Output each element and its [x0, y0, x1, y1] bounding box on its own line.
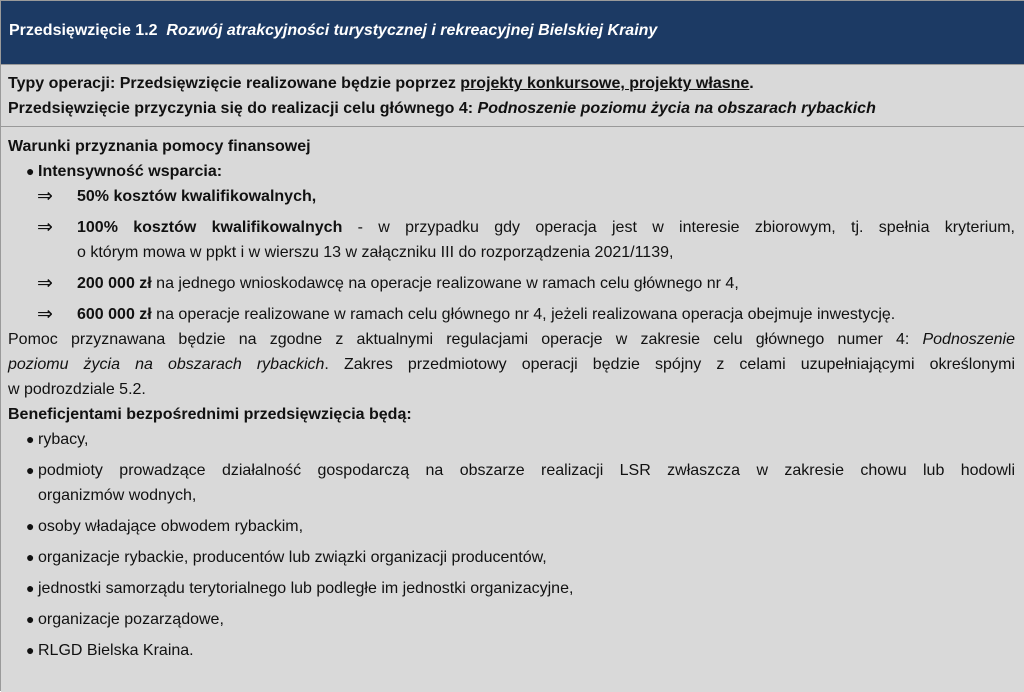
arrow-bold: 50% kosztów kwalifikowalnych, [77, 188, 317, 205]
bullet-icon: ● [26, 462, 35, 478]
list-item-text: rybacy, [38, 431, 89, 448]
list-item-text: organizmów wodnych, [38, 487, 197, 504]
aid-italic: Podnoszenie [922, 331, 1015, 348]
arrow-text: na jednego wnioskodawcę na operacje realizowane w ramach celu głównego nr 4, [151, 275, 739, 292]
bullet-icon: ● [26, 431, 35, 447]
arrow-bold: 600 000 zł [77, 306, 152, 323]
goal-prefix: Przedsięwzięcie przyczynia się do realizacji celu głównego 4: [8, 100, 478, 117]
list-item-text: RLGD Bielska Kraina. [38, 642, 194, 659]
list-item [8, 427, 1015, 452]
conditions-heading: Warunki przyznania pomocy finansowej [8, 138, 311, 155]
aid-italic: poziomu życia na obszarach rybackich [8, 356, 325, 373]
list-item-text: podmioty prowadzące działalność gospodarczą na obszarze realizacji LSR zwłaszcza w zakresie chowu lub hodowli [38, 462, 1015, 479]
arrow-text: na operacje realizowane w ramach celu głównego nr 4, jeżeli realizowana operacja obejmuje inwestycję. [151, 306, 896, 323]
conditions-panel [1, 126, 1024, 692]
list-item-text: osoby władające obwodem rybackim, [38, 518, 304, 535]
section-header [1, 1, 1024, 64]
intensity-label: Intensywność wsparcia: [38, 163, 223, 180]
arrow-item [8, 271, 1015, 296]
list-item-text: organizacje rybackie, producentów lub związki organizacji producentów, [38, 549, 547, 566]
double-arrow-icon: ⇒ [37, 273, 53, 294]
beneficiaries-heading: Beneficjentami bezpośrednimi przedsięwzięcia będą: [8, 406, 412, 423]
arrow-item [8, 215, 1015, 265]
list-item [8, 458, 1015, 508]
header-number: Przedsięwzięcie 1.2 [9, 22, 158, 39]
aid-text: Pomoc przyznawana będzie na zgodne z aktualnymi regulacjami operacje w zakresie celu głównego numer 4: [8, 331, 923, 348]
list-item [8, 607, 1015, 632]
aid-paragraph-line2 [8, 352, 1015, 377]
bullet-icon: ● [26, 518, 35, 534]
list-item [8, 514, 1015, 539]
arrow-text-line2: o którym mowa w ppkt i w wierszu 13 w załączniku III do rozporządzenia 2021/1139, [77, 244, 674, 261]
double-arrow-icon: ⇒ [37, 217, 53, 238]
list-item [8, 545, 1015, 570]
goal-italic: Podnoszenie poziomu życia na obszarach rybackich [477, 100, 876, 117]
types-link: projekty konkursowe, projekty własne [460, 75, 750, 92]
aid-paragraph-line3: w podrozdziale 5.2. [8, 381, 146, 398]
operation-types-panel [1, 64, 1024, 126]
bullet-icon: ● [26, 642, 35, 658]
types-prefix: Typy operacji: Przedsięwzięcie realizowane będzie poprzez [8, 75, 461, 92]
bullet-icon: ● [26, 611, 35, 627]
arrow-bold: 200 000 zł [77, 275, 152, 292]
arrow-item [8, 302, 1015, 327]
list-item-text: organizacje pozarządowe, [38, 611, 224, 628]
bullet-icon: ● [26, 163, 35, 179]
bullet-icon: ● [26, 580, 35, 596]
header-title: Rozwój atrakcyjności turystycznej i rekreacyjnej Bielskiej Krainy [166, 22, 658, 39]
list-item [8, 638, 1015, 663]
double-arrow-icon: ⇒ [37, 304, 53, 325]
intensity-item [8, 159, 1015, 184]
aid-paragraph-line1 [8, 327, 1015, 352]
arrow-text: - w przypadku gdy operacja jest w interesie zbiorowym, tj. spełnia kryterium, [342, 219, 1015, 236]
aid-text: . Zakres przedmiotowy operacji będzie spójny z celami uzupełniającymi określonymi [324, 356, 1015, 373]
list-item [8, 576, 1015, 601]
types-suffix: . [749, 75, 754, 92]
list-item-text: jednostki samorządu terytorialnego lub podległe im jednostki organizacyjne, [38, 580, 574, 597]
arrow-item [8, 184, 1015, 209]
double-arrow-icon: ⇒ [37, 186, 53, 207]
arrow-bold: 100% kosztów kwalifikowalnych [77, 219, 343, 236]
bullet-icon: ● [26, 549, 35, 565]
